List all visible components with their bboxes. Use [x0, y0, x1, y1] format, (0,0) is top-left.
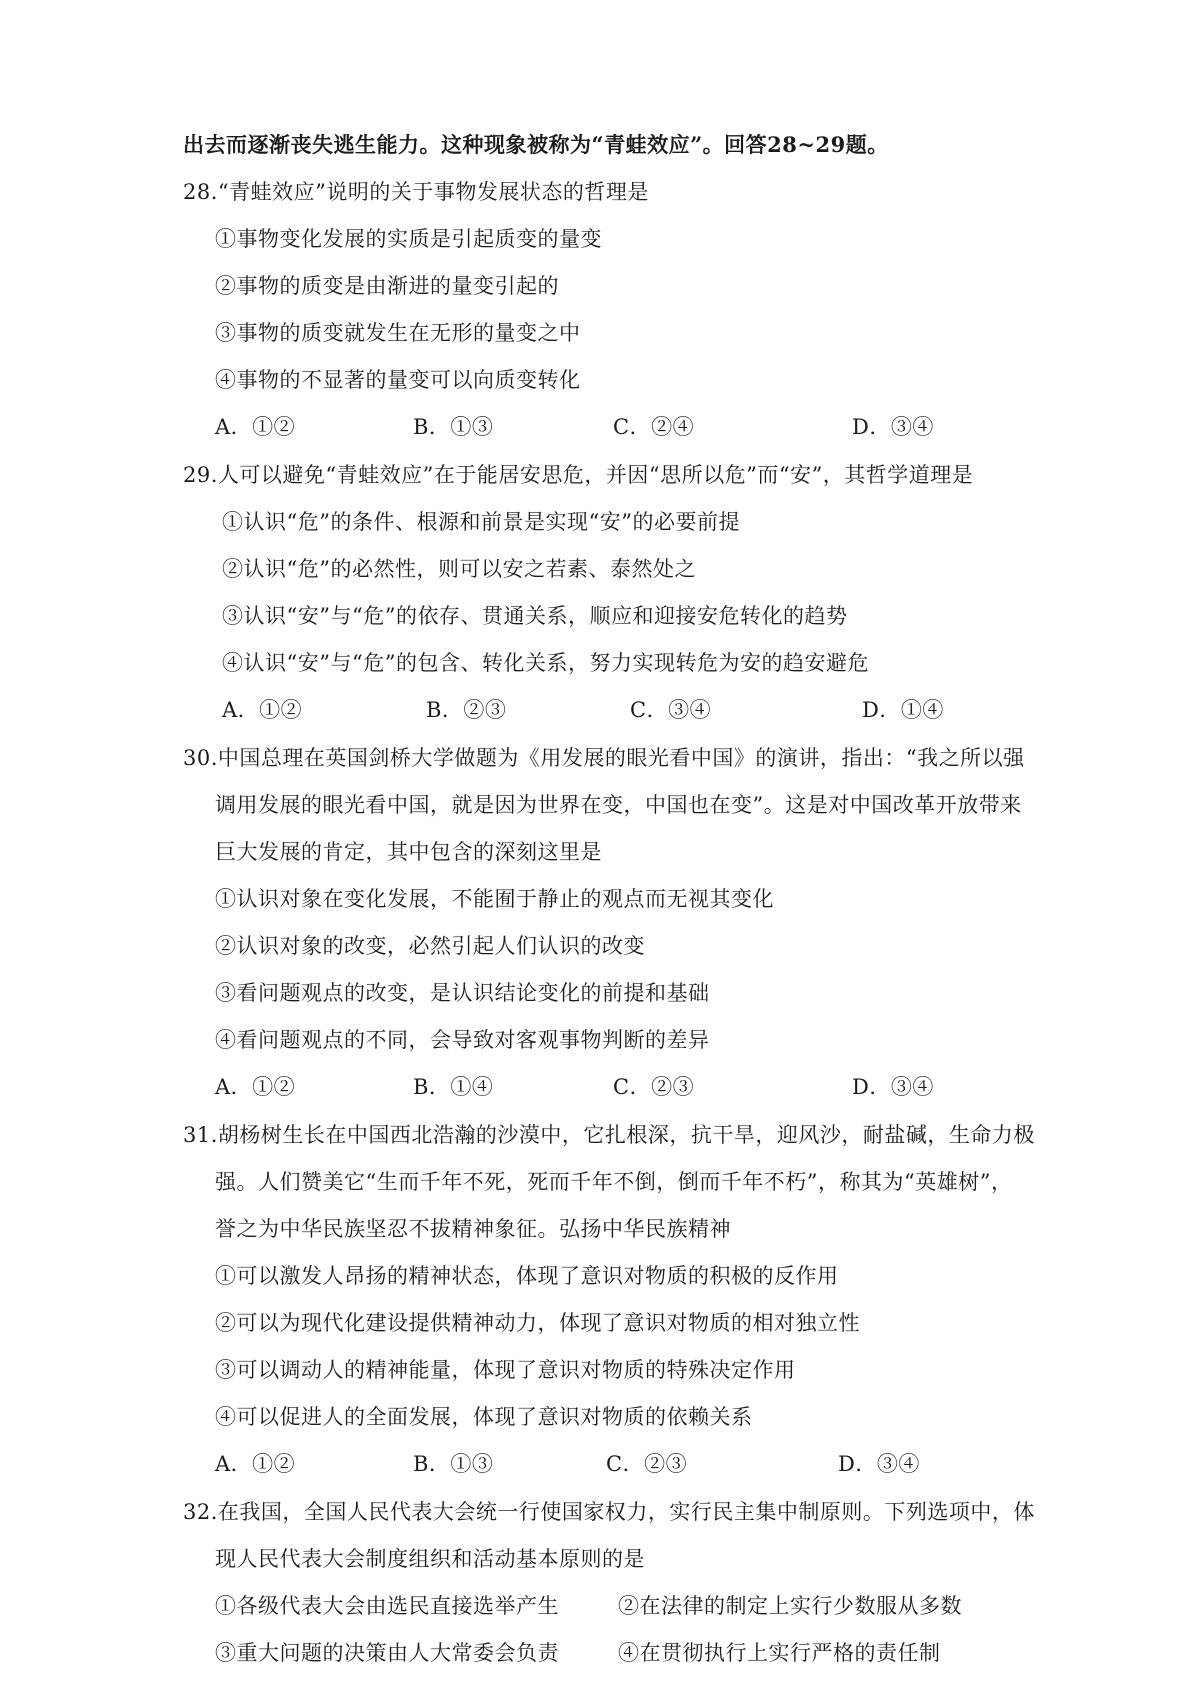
statement-item: ①各级代表大会由选民直接选举产生	[215, 1594, 559, 1618]
option-b: B．①③	[413, 1452, 494, 1476]
question-stem-cont: 现人民代表大会制度组织和活动基本原则的是	[215, 1547, 645, 1571]
statement-item: ②认识“危”的必然性，则可以安之若素、泰然处之	[222, 557, 696, 581]
statement-item: ③重大问题的决策由人大常委会负责	[215, 1641, 559, 1665]
statement-item: ④在贯彻执行上实行严格的责任制	[618, 1641, 941, 1665]
statement-item: ③看问题观点的改变，是认识结论变化的前提和基础	[215, 981, 710, 1005]
option-b: B．①④	[413, 1075, 494, 1099]
statement-item: ③事物的质变就发生在无形的量变之中	[215, 321, 581, 345]
statement-item: ③可以调动人的精神能量，体现了意识对物质的特殊决定作用	[215, 1358, 796, 1382]
option-b: B．②③	[426, 698, 507, 722]
question-stem-cont: 誉之为中华民族坚忍不拔精神象征。弘扬中华民族精神	[215, 1217, 731, 1241]
question-stem: 32.在我国，全国人民代表大会统一行使国家权力，实行民主集中制原则。下列选项中，体	[183, 1500, 1035, 1524]
statement-item: ①认识对象在变化发展，不能囿于静止的观点而无视其变化	[215, 887, 774, 911]
option-a: A．①②	[222, 698, 303, 722]
option-b: B．①③	[413, 415, 494, 439]
option-c: C．②③	[613, 1075, 695, 1099]
option-a: A．①②	[215, 1452, 296, 1476]
option-d: D．①④	[862, 698, 944, 722]
statement-item: ②事物的质变是由渐进的量变引起的	[215, 274, 559, 298]
statement-item: ④认识“安”与“危”的包含、转化关系，努力实现转危为安的趋安避危	[222, 651, 869, 675]
option-a: A．①②	[215, 415, 296, 439]
statement-item: ①可以激发人昂扬的精神状态，体现了意识对物质的积极的反作用	[215, 1264, 839, 1288]
option-c: C．②④	[613, 415, 695, 439]
question-stem-cont: 巨大发展的肯定，其中包含的深刻这里是	[215, 840, 602, 864]
statement-item: ④看问题观点的不同，会导致对客观事物判断的差异	[215, 1028, 710, 1052]
statement-item: ②可以为现代化建设提供精神动力，体现了意识对物质的相对独立性	[215, 1311, 860, 1335]
question-stem-cont: 调用发展的眼光看中国，就是因为世界在变，中国也在变”。这是对中国改革开放带来	[215, 793, 1022, 817]
statement-item: ④事物的不显著的量变可以向质变转化	[215, 368, 581, 392]
question-stem: 30.中国总理在英国剑桥大学做题为《用发展的眼光看中国》的演讲，指出：“我之所以强	[183, 746, 1025, 770]
statement-item: ④可以促进人的全面发展，体现了意识对物质的依赖关系	[215, 1405, 753, 1429]
option-d: D．③④	[852, 1075, 934, 1099]
intro-tail-text: 出去而逐渐丧失逃生能力。这种现象被称为“青蛙效应”。回答28~29题。	[183, 132, 889, 157]
option-c: C．②③	[606, 1452, 688, 1476]
option-c: C．③④	[630, 698, 712, 722]
statement-item: ③认识“安”与“危”的依存、贯通关系，顺应和迎接安危转化的趋势	[222, 604, 848, 628]
option-d: D．③④	[838, 1452, 920, 1476]
option-d: D．③④	[852, 415, 934, 439]
question-stem-cont: 强。人们赞美它“生而千年不死，死而千年不倒，倒而千年不朽”，称其为“英雄树”，	[215, 1170, 1013, 1194]
question-stem: 29.人可以避免“青蛙效应”在于能居安思危，并因“思所以危”而“安”，其哲学道理是	[183, 463, 974, 487]
statement-item: ①事物变化发展的实质是引起质变的量变	[215, 227, 602, 251]
question-stem: 28.“青蛙效应”说明的关于事物发展状态的哲理是	[183, 180, 649, 204]
statement-item: ①认识“危”的条件、根源和前景是实现“安”的必要前提	[222, 510, 740, 534]
statement-item: ②认识对象的改变，必然引起人们认识的改变	[215, 934, 645, 958]
option-a: A．①②	[215, 1075, 296, 1099]
question-stem: 31.胡杨树生长在中国西北浩瀚的沙漠中，它扎根深，抗干旱，迎风沙，耐盐碱，生命力极	[183, 1123, 1035, 1147]
statement-item: ②在法律的制定上实行少数服从多数	[618, 1594, 962, 1618]
